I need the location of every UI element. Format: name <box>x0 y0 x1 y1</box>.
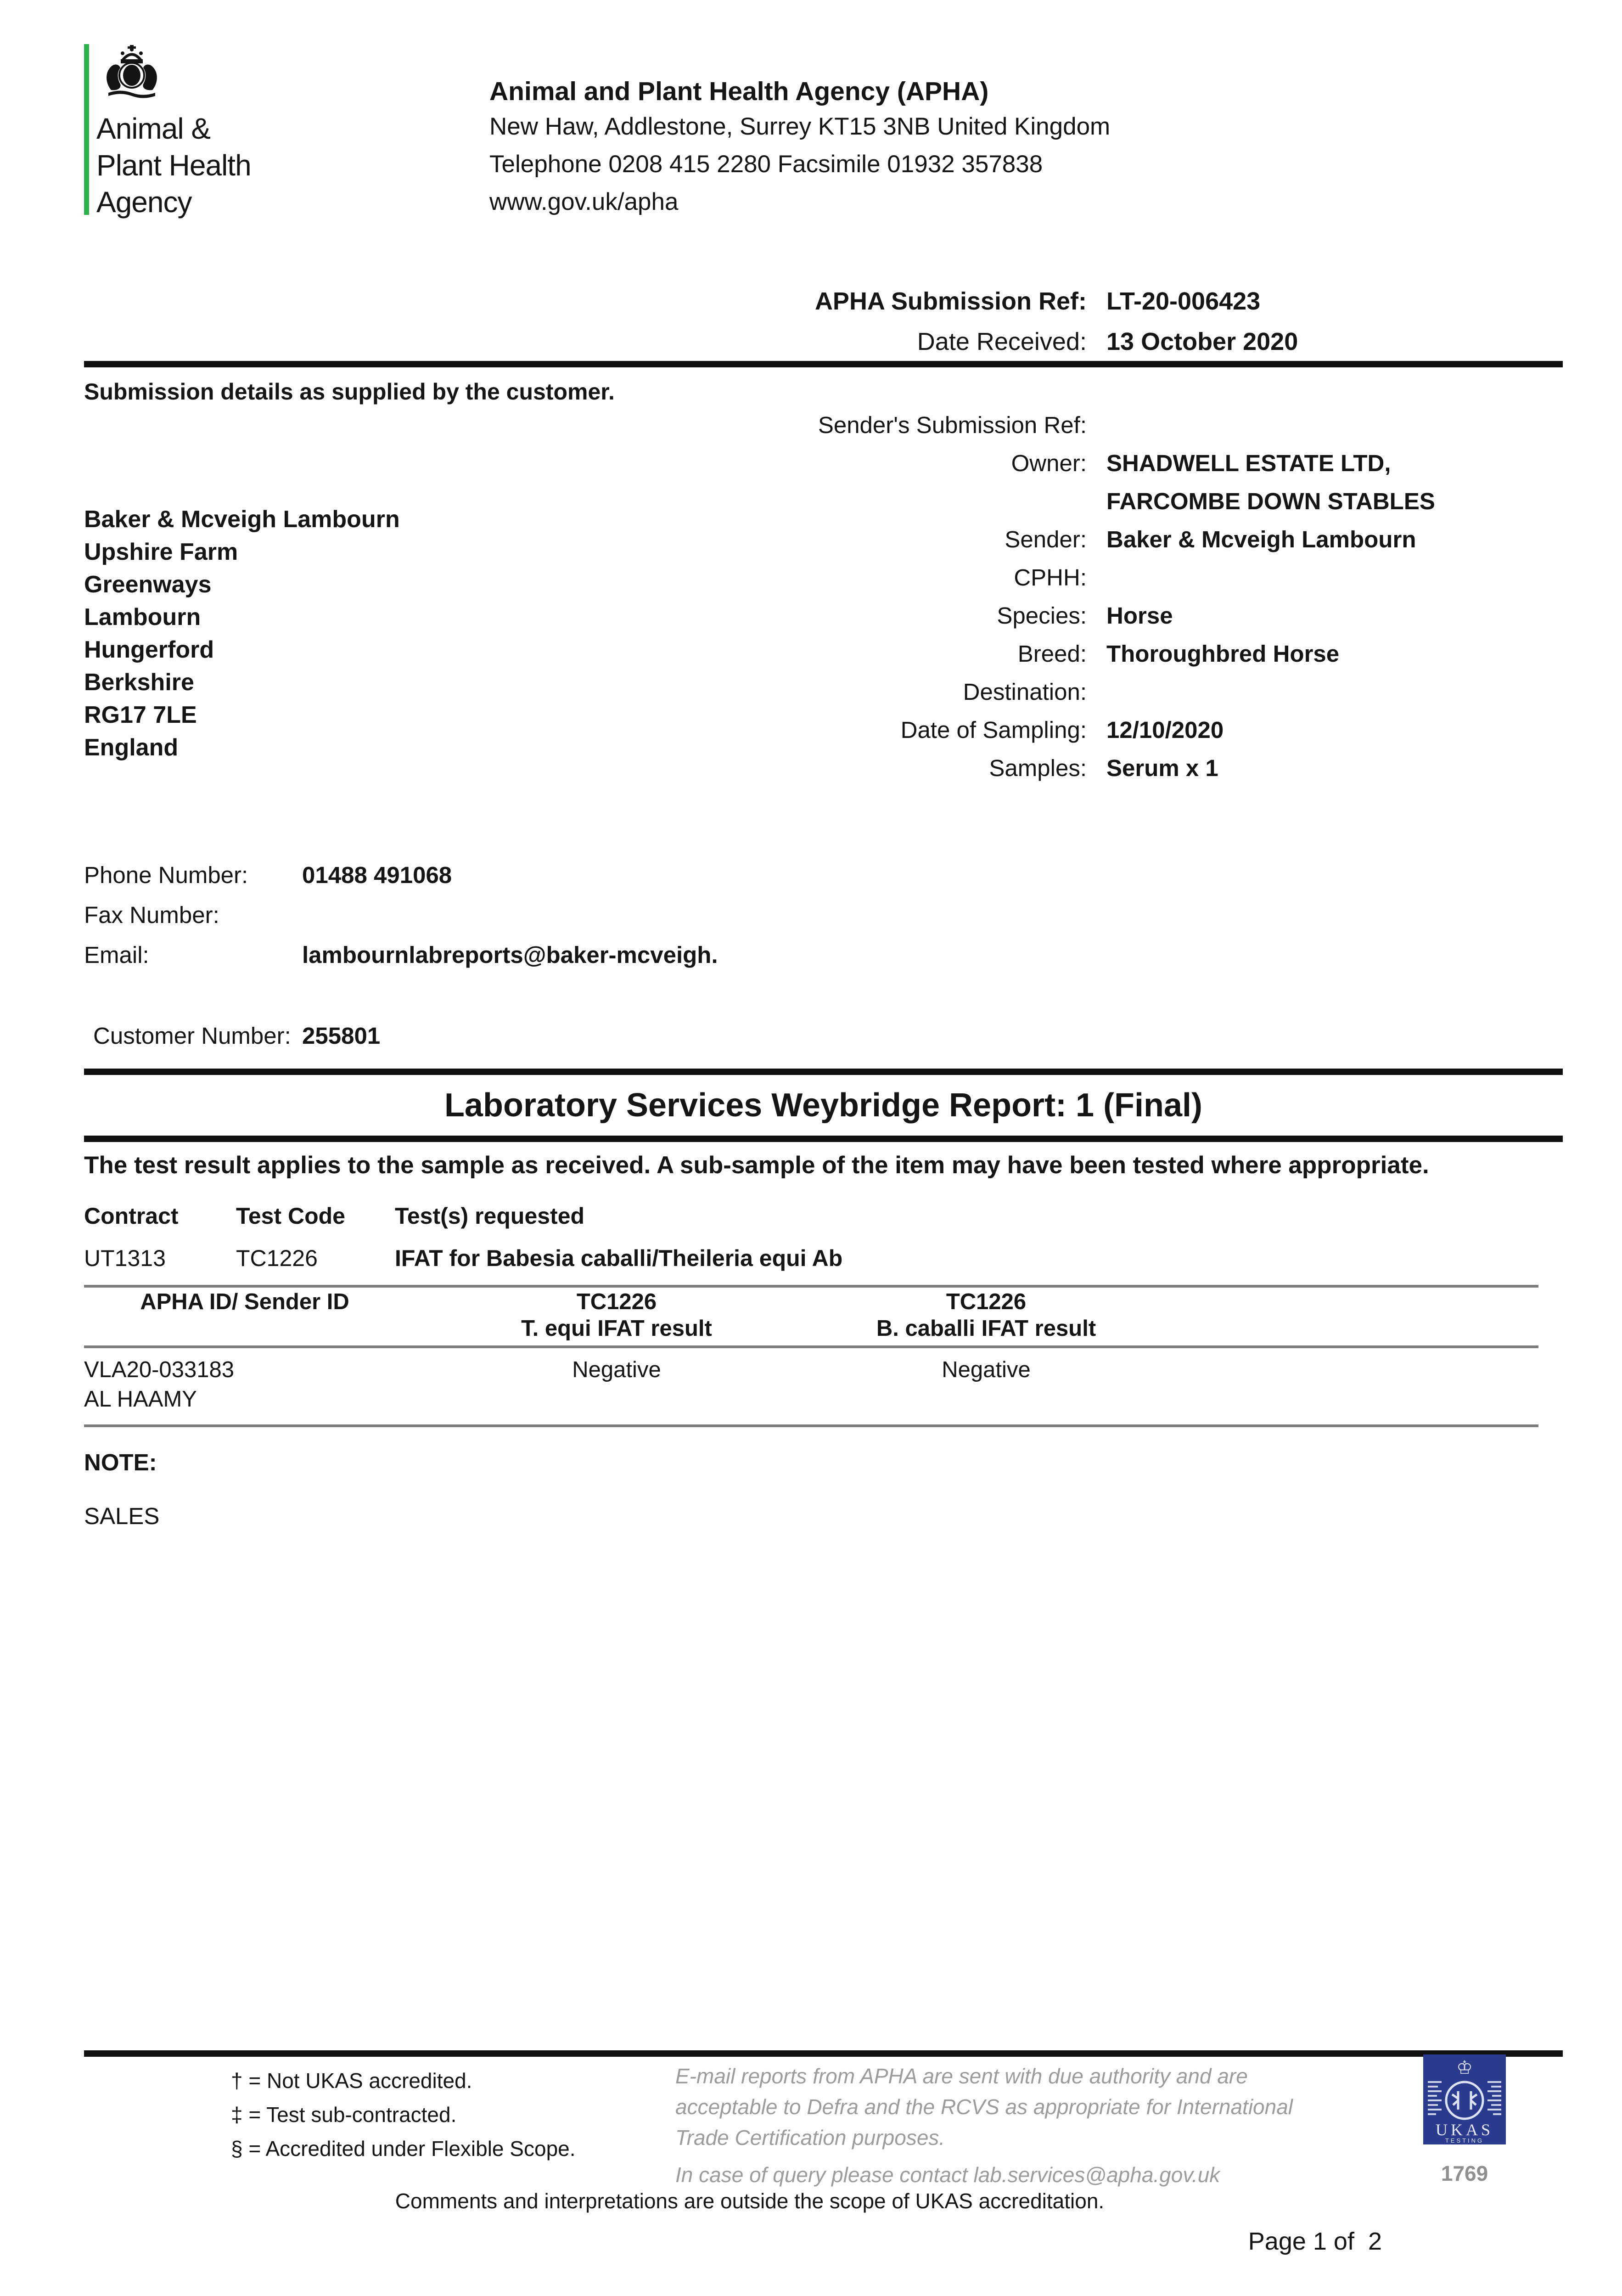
request-header-test-code: Test Code <box>236 1203 345 1229</box>
logo-line-3: Agency <box>96 186 192 219</box>
field-label: CPHH: <box>1014 564 1087 591</box>
field-label: Samples: <box>989 755 1087 781</box>
field-row-destination <box>489 673 1605 711</box>
result-row-b-caballi: Negative <box>942 1357 1031 1382</box>
field-value: 12/10/2020 <box>1106 717 1224 743</box>
results-header-id: APHA ID/ Sender ID <box>140 1289 349 1314</box>
field-label: Species: <box>997 602 1087 629</box>
ukas-comments-line: Comments and interpretations are outside the scope of UKAS accreditation. <box>395 2189 1105 2213</box>
owner-line-1: SHADWELL ESTATE LTD, <box>1106 450 1391 476</box>
address-line: Lambourn <box>84 604 201 630</box>
field-value: Baker & Mcveigh Lambourn <box>1106 526 1416 552</box>
request-header-contract: Contract <box>84 1203 179 1229</box>
results-divider-middle <box>84 1345 1538 1348</box>
notice-line-2: acceptable to Defra and the RCVS as appropriate for International <box>675 2095 1293 2119</box>
ukas-crown-icon: ♔ <box>1456 2058 1473 2078</box>
ukas-testing-logo <box>1423 2054 1506 2156</box>
divider-title-bottom <box>84 1136 1563 1142</box>
field-label: Owner: <box>1011 450 1087 476</box>
page-number: Page 1 of 2 <box>1248 2228 1382 2255</box>
ukas-wordmark: UKAS <box>1435 2121 1494 2139</box>
result-row-t-equi: Negative <box>572 1357 661 1382</box>
fax-label: Fax Number: <box>84 902 219 928</box>
address-line: Upshire Farm <box>84 539 238 565</box>
results-divider-top <box>84 1285 1538 1288</box>
submission-details-heading: Submission details as supplied by the customer. <box>84 379 615 405</box>
divider-top <box>84 361 1563 367</box>
accreditation-legend <box>231 2064 576 2166</box>
sender-address-block <box>84 503 400 764</box>
address-line: England <box>84 734 179 761</box>
agency-contact-block <box>489 75 1110 221</box>
customer-number-value: 255801 <box>302 1023 381 1049</box>
agency-address: New Haw, Addlestone, Surrey KT15 3NB United Kingdom <box>489 113 1111 140</box>
query-contact-line: In case of query please contact lab.services@apha.gov.uk <box>675 2163 1220 2187</box>
address-line: RG17 7LE <box>84 702 197 728</box>
apha-submission-ref-value: LT-20-006423 <box>1106 287 1261 315</box>
date-received-label: Date Received: <box>917 328 1087 355</box>
field-value: Serum x 1 <box>1106 755 1218 781</box>
date-received-row <box>489 321 1591 362</box>
ukas-accreditation-number: 1769 <box>1441 2161 1488 2185</box>
legend-subcontracted: ‡ = Test sub-contracted. <box>231 2103 457 2127</box>
field-value: Thoroughbred Horse <box>1106 641 1340 667</box>
field-label: Breed: <box>1017 641 1087 667</box>
notice-line-1: E-mail reports from APHA are sent with due authority and are <box>675 2064 1248 2088</box>
results-header-col2-name: T. equi IFAT result <box>521 1316 712 1341</box>
address-line: Baker & Mcveigh Lambourn <box>84 506 400 533</box>
field-row-species <box>489 597 1605 635</box>
result-row-sender-id: AL HAAMY <box>84 1387 197 1412</box>
request-contract-value: UT1313 <box>84 1245 166 1271</box>
royal-crest-icon <box>97 44 166 100</box>
field-label: Sender: <box>1005 526 1087 552</box>
submission-ref-block <box>489 281 1591 362</box>
owner-line-2: FARCOMBE DOWN STABLES <box>1106 488 1435 514</box>
address-line: Berkshire <box>84 669 194 696</box>
phone-value: 01488 491068 <box>302 862 452 888</box>
disclaimer-text: The test result applies to the sample as received. A sub-sample of the item may have been tested where appropriate. <box>84 1152 1429 1179</box>
apha-submission-ref-row <box>489 281 1591 321</box>
email-authority-notice <box>675 2061 1293 2190</box>
field-label: Sender's Submission Ref: <box>818 412 1087 438</box>
agency-title: Animal and Plant Health Agency (APHA) <box>489 77 989 106</box>
legend-flexible-scope: § = Accredited under Flexible Scope. <box>231 2137 576 2161</box>
logo-line-2: Plant Health <box>96 149 251 182</box>
email-row <box>84 935 718 975</box>
logo-line-1: Animal & <box>96 112 211 145</box>
results-header-col2-code: TC1226 <box>576 1289 657 1314</box>
field-row-senders-ref <box>489 406 1605 444</box>
customer-number-label: Customer Number: <box>93 1023 291 1049</box>
field-label: Date of Sampling: <box>900 717 1087 743</box>
request-tests-requested-value: IFAT for Babesia caballi/Theileria equi Ab <box>395 1245 843 1271</box>
agency-phone: Telephone 0208 415 2280 Facsimile 01932 357838 <box>489 151 1043 178</box>
field-row-date-of-sampling <box>489 711 1605 749</box>
email-value: lambournlabreports@baker-mcveigh. <box>302 942 718 968</box>
note-value: SALES <box>84 1503 160 1529</box>
results-header-col3-name: B. caballi IFAT result <box>876 1316 1096 1341</box>
ukas-subtitle: TESTING <box>1445 2137 1484 2144</box>
email-label: Email: <box>84 942 149 968</box>
field-row-cphh <box>489 558 1605 597</box>
agency-website: www.gov.uk/apha <box>489 188 679 215</box>
date-received-value: 13 October 2020 <box>1106 328 1298 355</box>
apha-submission-ref-label: APHA Submission Ref: <box>814 287 1087 315</box>
request-header-tests-requested: Test(s) requested <box>395 1203 585 1229</box>
results-divider-bottom <box>84 1424 1538 1427</box>
submission-fields <box>489 406 1605 787</box>
notice-line-3: Trade Certification purposes. <box>675 2126 945 2150</box>
field-row-sender <box>489 520 1605 558</box>
customer-number-row <box>93 1022 380 1050</box>
logo-green-bar <box>84 44 89 215</box>
results-table <box>84 1285 1538 1432</box>
field-label: Destination: <box>963 679 1087 705</box>
request-test-code-value: TC1226 <box>236 1245 318 1271</box>
results-header-col3-code: TC1226 <box>946 1289 1027 1314</box>
result-row-apha-id: VLA20-033183 <box>84 1357 234 1382</box>
contact-block <box>84 855 718 975</box>
field-value: Horse <box>1106 602 1173 629</box>
report-title: Laboratory Services Weybridge Report: 1 (Final) <box>444 1087 1203 1124</box>
field-row-samples <box>489 749 1605 787</box>
field-row-owner <box>489 444 1605 520</box>
logo-wordmark <box>96 110 251 220</box>
address-line: Hungerford <box>84 636 214 663</box>
fax-row <box>84 895 718 935</box>
note-label: NOTE: <box>84 1449 157 1475</box>
field-row-breed <box>489 635 1605 673</box>
field-value <box>1106 444 1435 520</box>
address-line: Greenways <box>84 571 212 598</box>
legend-not-ukas: † = Not UKAS accredited. <box>231 2069 472 2093</box>
phone-row <box>84 855 718 895</box>
divider-footer <box>84 2050 1563 2057</box>
phone-label: Phone Number: <box>84 862 248 888</box>
divider-title-top <box>84 1069 1563 1075</box>
